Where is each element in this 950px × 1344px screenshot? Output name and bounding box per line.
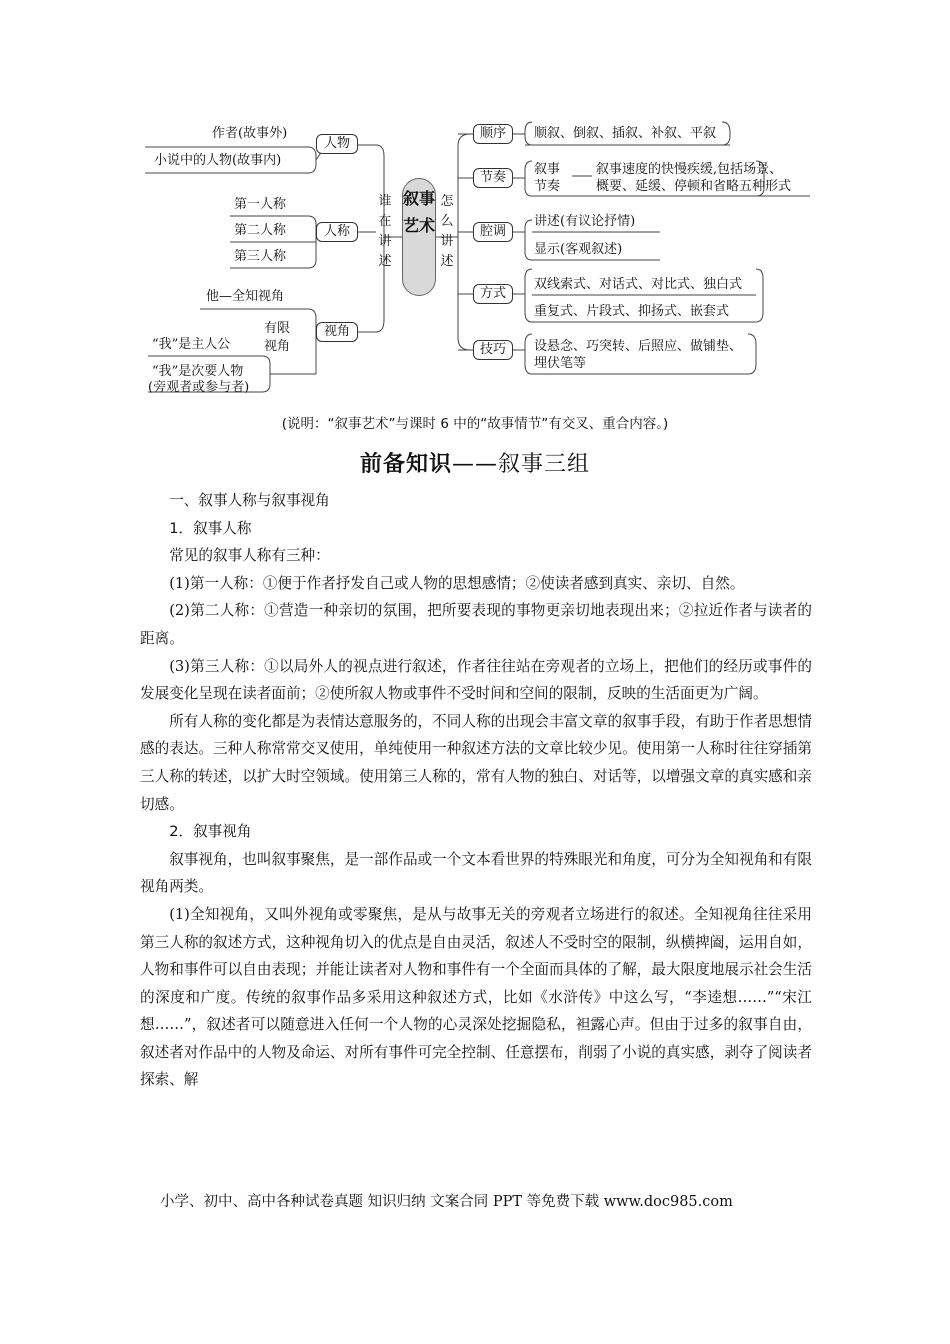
leaf-mode-2: 重复式、片段式、抑扬式、嵌套式 (534, 304, 730, 319)
paragraph: 常见的叙事人称有三种： (169, 547, 330, 565)
node-sequence: 顺序 (473, 124, 513, 144)
center-node (402, 178, 436, 296)
node-tone: 腔调 (473, 222, 513, 242)
paragraph: (2)第二人称：①营造一种亲切的氛围，把所要表现的事物更亲切地表现出来；②拉近作者与读者的距离。 (140, 602, 812, 647)
paragraph: 叙事视角，也叫叙事聚焦，是一部作品或一个文本看世界的特殊眼光和角度，可分为全知视角和有限视角两类。 (140, 850, 812, 896)
paragraph: (3)第三人称：①以局外人的视点进行叙述，作者往往站在旁观者的立场上，把他们的经历或事件的发展变化呈现在读者面前；②使所叙人物或事件不受时间和空间的限制，反映的生活面更为广阔。 (140, 657, 812, 703)
paragraph: 所有人称的变化都是为表情达意服务的，不同人称的出现会丰富文章的叙事手段，有助于作者思想情感的表达。三种人称常常交叉使用，单纯使用一种叙述方法的文章比较少见。使用第一人称时往往穿插第三人称的转述，以扩大时空领域。使用第三人称的，常有人物的独白、对话等，以增强文章的真实感和亲切感。 (140, 712, 812, 813)
leaf-i-protagonist: “我”是主人公 (152, 337, 231, 352)
node-rhythm: 节奏 (473, 168, 513, 188)
subheading-viewpoint: 2．叙事视角 (169, 823, 252, 841)
leaf-first-person: 第一人称 (234, 197, 287, 212)
leaf-narrative: 叙事 (534, 162, 561, 177)
leaf-technique-1: 设悬念、巧突转、后照应、做铺垫、 (534, 339, 743, 354)
node-mode: 方式 (473, 284, 513, 304)
node-technique: 技巧 (473, 340, 513, 360)
leaf-rhythm-2: 概要、延缓、停顿和省略五种形式 (596, 179, 792, 194)
section-heading: 一、叙事人称与叙事视角 (169, 492, 330, 509)
leaf-rhythm-1: 叙事速度的快慢疾缓,包括场景、 (596, 162, 783, 177)
node-viewpoint: 视角 (316, 322, 358, 342)
note: (说明：“叙事艺术”与课时 6 中的“故事情节”有交叉、重合内容。) (281, 416, 669, 432)
left-verb-text: 谁在讲述 (378, 194, 392, 269)
page-title-main: 前备知识 (359, 452, 452, 477)
node-person: 人物 (316, 134, 358, 154)
leaf-third-person: 第三人称 (234, 249, 287, 264)
leaf-tone-2: 显示(客观叙述) (534, 242, 623, 257)
leaf-mode-1: 双线索式、对话式、对比式、独白式 (534, 277, 743, 292)
page-title-dash: —— (452, 452, 498, 477)
page-title (0, 447, 950, 478)
paragraph: (1)第一人称：①便于作者抒发自己或人物的思想感情；②使读者感到真实、亲切、自然。 (169, 574, 745, 592)
limited-view-label-line2: 视角 (264, 339, 291, 354)
limited-view-label-line1: 有限 (264, 321, 291, 336)
right-verb (440, 192, 454, 272)
left-verb (378, 192, 392, 272)
subheading-person: 1．叙事人称 (169, 519, 252, 537)
body-text (140, 487, 812, 1094)
leaf-second-person: 第二人称 (234, 223, 287, 238)
center-node-text: 叙事艺术 (403, 189, 436, 235)
leaf-rhythm-word: 节奏 (534, 179, 561, 194)
leaf-character: 小说中的人物(故事内) (154, 153, 282, 168)
leaf-i-minor: “我”是次要人物 (152, 364, 244, 379)
leaf-i-minor-note: (旁观者或参与者) (148, 380, 250, 395)
leaf-sequence: 顺叙、倒叙、插叙、补叙、平叙 (534, 126, 717, 141)
node-person-perspective: 人称 (316, 222, 358, 242)
leaf-tone-1: 讲述(有议论抒情) (534, 214, 636, 229)
leaf-author: 作者(故事外) (212, 126, 288, 141)
footer: 小学、初中、高中各种试卷真题 知识归纳 文案合同 PPT 等免费下载 www.doc985.com (160, 1194, 733, 1210)
paragraph: (1)全知视角，又叫外视角或零聚焦，是从与故事无关的旁观者立场进行的叙述。全知视角往往采用第三人称的叙述方式，这种视角切入的优点是自由灵活，叙述人不受时空的限制，纵横捭阖，运用自如，人物和事件可以自由表现；并能让读者对人物和事件有一个全面而具体的了解，最大限度地展示社会生活的深度和广度。传统的叙事作品多采用这种叙述方式，比如《水浒传》中这么写，“李逵想……”“宋江想……”，叙述者可以随意进入任何一个人物的心灵深处挖掘隐私，袒露心声。但由于过多的叙事自由，叙述者对作品中的人物及命运、对所有事件可完全控制、任意摆布，削弱了小说的真实感，剥夺了阅读者探索、解 (140, 905, 812, 1089)
page-title-tail: 叙事三组 (498, 452, 591, 477)
leaf-technique-2: 埋伏笔等 (534, 356, 587, 371)
right-verb-text: 怎么讲述 (440, 194, 454, 269)
leaf-omniscient: 他—全知视角 (206, 289, 285, 304)
mind-map (140, 112, 820, 410)
